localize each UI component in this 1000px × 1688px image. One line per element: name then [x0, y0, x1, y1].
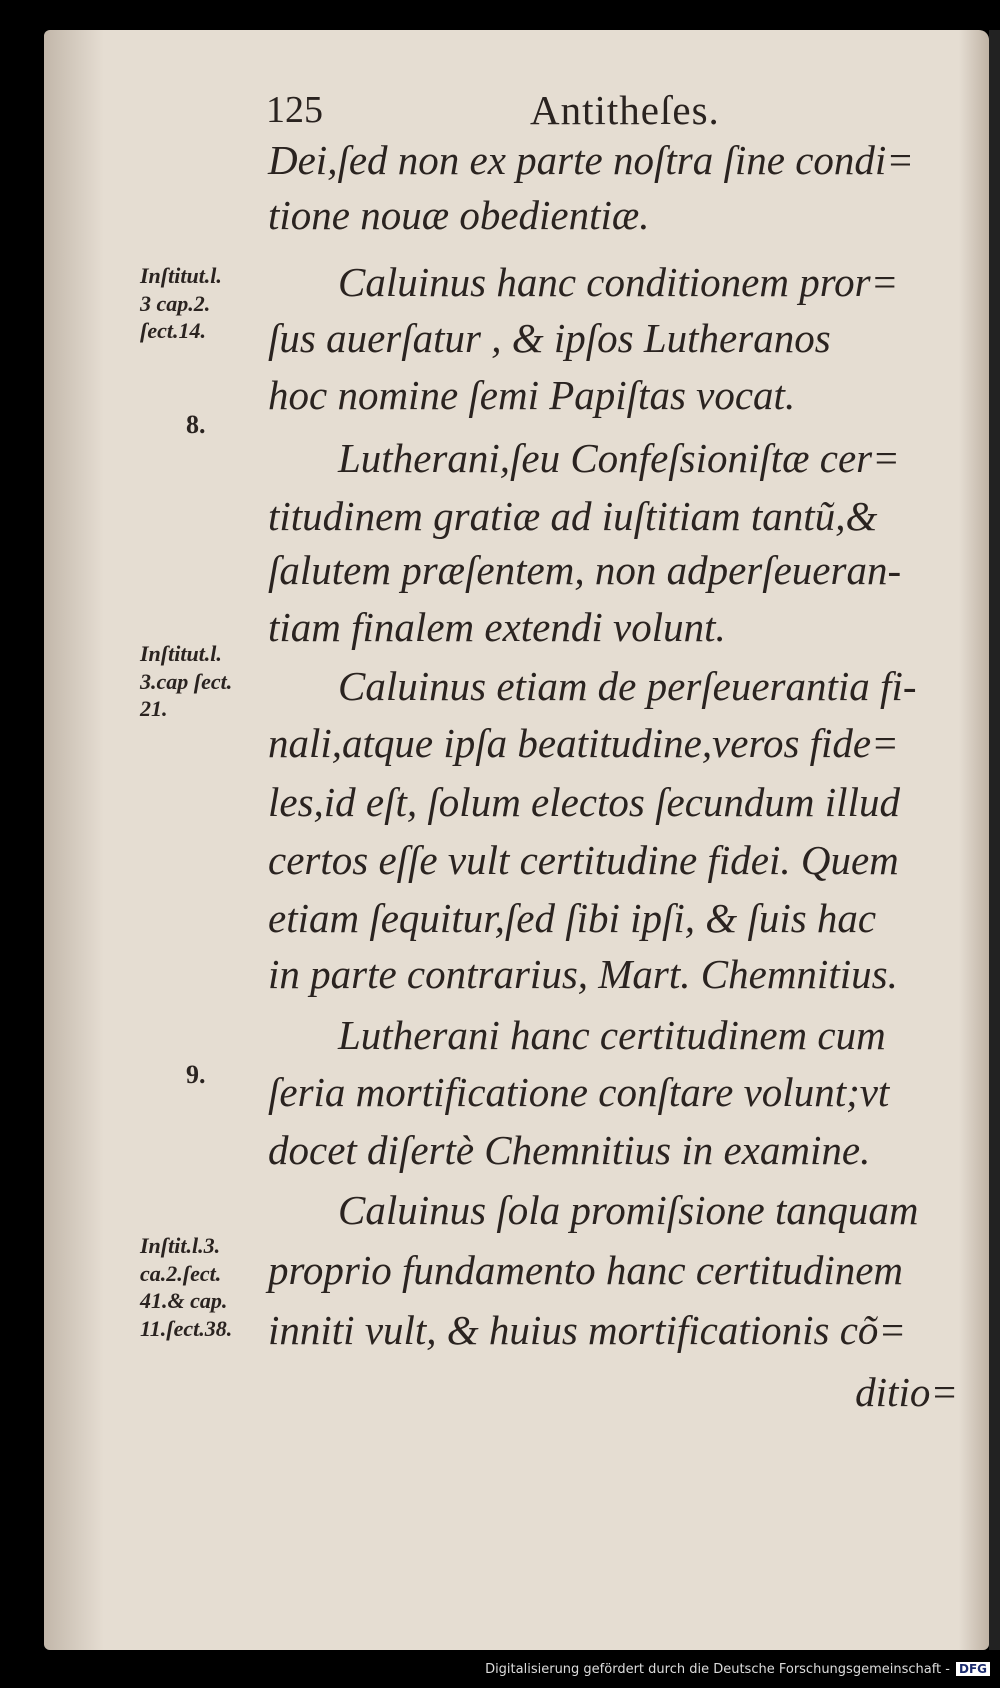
text-line: tione nouæ obedientiæ.	[268, 192, 650, 238]
section-number: 9.	[186, 1060, 206, 1089]
text-line: tiam finalem extendi volunt.	[268, 604, 726, 650]
marginal-reference-line: 41.& cap.	[140, 1288, 228, 1313]
text-line: Caluinus etiam de perſeuerantia fi-	[338, 663, 917, 709]
dfg-logo: DFG	[956, 1662, 990, 1676]
marginal-reference-line: Inſtit.l.3.	[140, 1233, 221, 1258]
text-line: titudinem gratiæ ad iuſtitiam tantũ,&	[268, 493, 878, 539]
marginal-reference-line: 3 cap.2.	[140, 290, 211, 316]
section-number: 8.	[186, 410, 206, 439]
text-line: ſalutem præſentem, non adperſeueran-	[268, 547, 902, 593]
text-line: ſeria mortificatione conſtare volunt;vt	[268, 1069, 890, 1115]
marginal-reference-line: Inſtitut.l.	[140, 263, 222, 288]
text-line: Caluinus hanc conditionem pror=	[338, 259, 899, 305]
text-line: etiam ſequitur,ſed ſibi ipſi, & ſuis hac	[268, 895, 877, 941]
text-line: Lutherani hanc certitudinem cum	[338, 1012, 886, 1058]
page-edge	[989, 30, 1000, 1650]
marginal-reference-line: ca.2.ſect.	[140, 1260, 222, 1286]
marginal-reference	[140, 1232, 232, 1342]
page-number: 125	[266, 89, 323, 131]
marginal-reference	[140, 640, 232, 723]
text-line: ſus auerſatur , & ipſos Lutheranos	[268, 315, 831, 361]
text-line: Lutherani,ſeu Confeſsioniſtæ cer=	[338, 435, 900, 481]
text-line: inniti vult, & huius mortificationis cõ=	[268, 1307, 907, 1353]
text-line: in parte contrarius, Mart. Chemnitius.	[268, 951, 898, 997]
gutter-shadow	[44, 30, 104, 1650]
running-title: Antitheſes.	[530, 87, 720, 133]
page-edge-shadow	[959, 30, 989, 1650]
text-line: docet diſertè Chemnitius in examine.	[268, 1127, 871, 1173]
marginal-reference-line: 11.ſect.38.	[140, 1315, 233, 1341]
marginal-reference-line: ſect.14.	[140, 318, 206, 343]
text-line: Caluinus ſola promiſsione tanquam	[338, 1187, 919, 1233]
text-line: proprio fundamento hanc certitudinem	[268, 1247, 904, 1293]
text-line: hoc nomine ſemi Papiſtas vocat.	[268, 372, 796, 418]
marginal-reference-line: Inſtitut.l.	[140, 641, 222, 666]
text-line: nali,atque ipſa beatitudine,veros fide=	[268, 720, 899, 766]
marginal-reference	[140, 262, 222, 345]
digitization-footer	[0, 1662, 990, 1677]
marginal-reference-line: 21.	[140, 696, 168, 721]
marginal-reference-line: 3.cap ſect.	[140, 668, 233, 694]
text-line: Dei,ſed non ex parte noſtra ſine condi=	[268, 137, 914, 183]
text-line: certos eſſe vult certitudine fidei. Quem	[268, 837, 899, 883]
catchword: ditio=	[855, 1369, 958, 1415]
footer-text: Digitalisierung gefördert durch die Deutsche Forschungsgemeinschaft -	[485, 1662, 950, 1677]
text-line: les,id eſt, ſolum electos ſecundum illud	[268, 779, 900, 825]
